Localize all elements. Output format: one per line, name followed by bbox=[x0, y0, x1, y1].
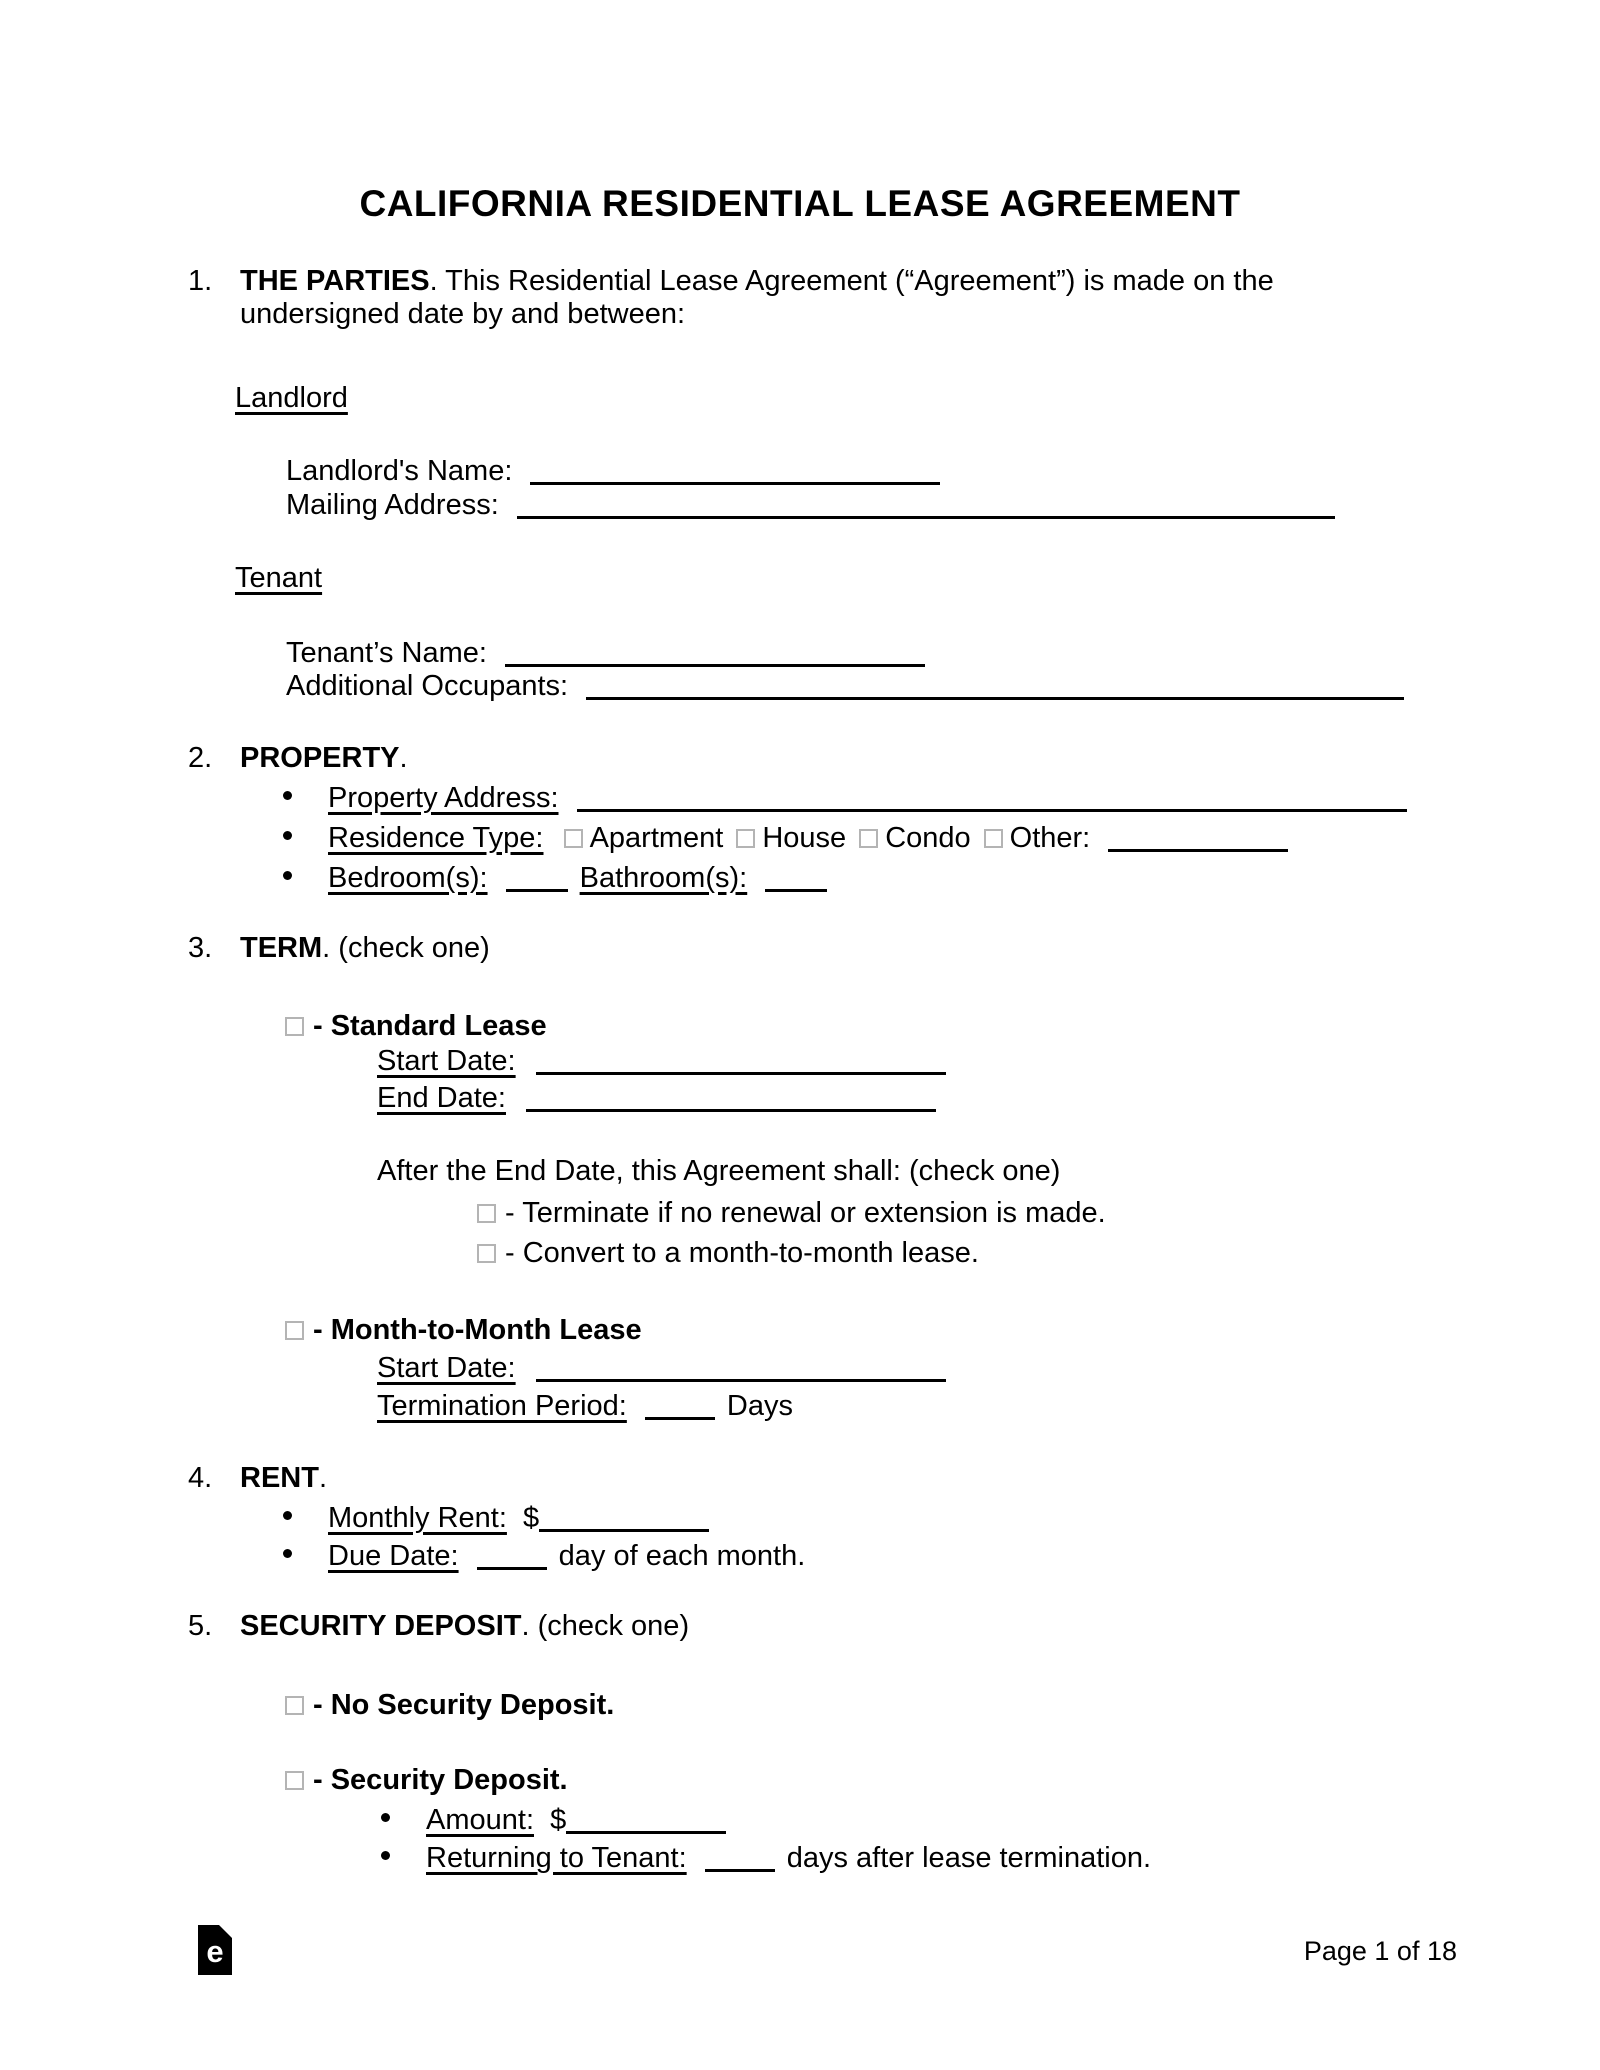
mailing-address-field[interactable] bbox=[517, 490, 1335, 519]
standard-lease-label: - Standard Lease bbox=[313, 1010, 547, 1042]
due-date-suffix: day of each month. bbox=[558, 1540, 806, 1572]
apartment-option-label: Apartment bbox=[589, 822, 724, 854]
section-4-heading-suffix: . bbox=[318, 1462, 328, 1494]
landlord-name-row bbox=[286, 455, 940, 488]
bullet-icon bbox=[283, 871, 292, 880]
section-2-heading-row bbox=[188, 742, 408, 775]
apartment-checkbox[interactable] bbox=[564, 829, 583, 848]
returning-row bbox=[381, 1842, 1151, 1875]
section-2-heading: PROPERTY bbox=[240, 742, 400, 774]
section-5-heading-row bbox=[188, 1610, 689, 1643]
section-5-heading-suffix: . (check one) bbox=[521, 1610, 690, 1642]
additional-occupants-row bbox=[286, 670, 1404, 703]
standard-start-date-row bbox=[377, 1045, 946, 1078]
section-2-number: 2. bbox=[188, 742, 213, 774]
additional-occupants-field[interactable] bbox=[586, 671, 1404, 700]
house-checkbox[interactable] bbox=[736, 829, 755, 848]
section-4-heading-row bbox=[188, 1462, 327, 1495]
bullet-icon bbox=[381, 1851, 390, 1860]
monthly-rent-row bbox=[283, 1502, 709, 1535]
termination-period-field[interactable] bbox=[645, 1391, 715, 1420]
landlord-name-field[interactable] bbox=[530, 456, 940, 485]
tenant-heading-row bbox=[235, 562, 322, 595]
eforms-logo-icon bbox=[198, 1925, 232, 1975]
section-1-number bbox=[188, 265, 212, 298]
due-date-row bbox=[283, 1540, 805, 1573]
landlord-name-label: Landlord's Name: bbox=[286, 455, 513, 487]
section-2-heading-suffix: . bbox=[399, 742, 408, 774]
due-date-field[interactable] bbox=[477, 1541, 547, 1570]
property-address-label: Property Address: bbox=[328, 782, 559, 814]
bathrooms-field[interactable] bbox=[765, 863, 827, 892]
bedrooms-label: Bedroom(s): bbox=[328, 862, 488, 894]
returning-label: Returning to Tenant: bbox=[426, 1842, 687, 1874]
mailing-address-row bbox=[286, 489, 1335, 522]
section-3-number: 3. bbox=[188, 932, 213, 964]
termination-period-suffix: Days bbox=[726, 1390, 793, 1422]
tenant-name-field[interactable] bbox=[505, 638, 925, 667]
section-1-intro-text: . This Residential Lease Agreement (“Agreement”) is made on the undersigned date by and between: bbox=[240, 265, 1274, 330]
monthly-rent-field[interactable] bbox=[539, 1503, 709, 1532]
no-security-deposit-label: - No Security Deposit. bbox=[313, 1689, 615, 1721]
mailing-address-label: Mailing Address: bbox=[286, 489, 499, 521]
condo-checkbox[interactable] bbox=[859, 829, 878, 848]
deposit-amount-label: Amount: bbox=[426, 1804, 534, 1836]
termination-period-label: Termination Period: bbox=[377, 1390, 627, 1422]
standard-end-date-row bbox=[377, 1082, 936, 1115]
bullet-icon bbox=[283, 831, 292, 840]
bedrooms-field[interactable] bbox=[506, 863, 568, 892]
section-3-heading-suffix: . (check one) bbox=[322, 932, 490, 964]
convert-option-label: - Convert to a month-to-month lease. bbox=[505, 1237, 979, 1269]
security-deposit-checkbox[interactable] bbox=[285, 1771, 304, 1790]
month-to-month-row bbox=[285, 1314, 642, 1347]
standard-end-date-field[interactable] bbox=[526, 1083, 936, 1112]
section-3-heading-row bbox=[188, 932, 490, 965]
tenant-name-row bbox=[286, 637, 925, 670]
security-deposit-row bbox=[285, 1764, 568, 1797]
landlord-heading-row bbox=[235, 382, 348, 415]
standard-end-date-label: End Date: bbox=[377, 1082, 506, 1114]
section-1-heading: THE PARTIES bbox=[240, 265, 430, 297]
additional-occupants-label: Additional Occupants: bbox=[286, 670, 569, 702]
property-address-field[interactable] bbox=[577, 783, 1407, 812]
other-checkbox[interactable] bbox=[984, 829, 1003, 848]
m2m-start-date-row bbox=[377, 1352, 946, 1385]
terminate-checkbox[interactable] bbox=[477, 1204, 496, 1223]
m2m-start-date-label: Start Date: bbox=[377, 1352, 516, 1384]
bed-bath-row bbox=[283, 862, 827, 895]
month-to-month-label: - Month-to-Month Lease bbox=[313, 1314, 642, 1346]
condo-option-label: Condo bbox=[885, 822, 971, 854]
tenant-name-label: Tenant’s Name: bbox=[286, 637, 487, 669]
standard-lease-checkbox[interactable] bbox=[285, 1017, 304, 1036]
returning-suffix: days after lease termination. bbox=[786, 1842, 1152, 1874]
convert-checkbox[interactable] bbox=[477, 1244, 496, 1263]
deposit-amount-field[interactable] bbox=[566, 1805, 726, 1834]
bullet-icon bbox=[381, 1813, 390, 1822]
after-end-date-text: After the End Date, this Agreement shall: (check one) bbox=[377, 1155, 1061, 1187]
due-date-label: Due Date: bbox=[328, 1540, 459, 1572]
convert-option-row bbox=[477, 1237, 979, 1270]
document-title: CALIFORNIA RESIDENTIAL LEASE AGREEMENT bbox=[359, 183, 1241, 224]
termination-period-row bbox=[377, 1390, 793, 1423]
after-end-date-row bbox=[377, 1155, 1060, 1188]
no-security-deposit-checkbox[interactable] bbox=[285, 1696, 304, 1715]
section-1-intro bbox=[240, 265, 1345, 331]
landlord-heading: Landlord bbox=[235, 382, 348, 414]
residence-other-field[interactable] bbox=[1108, 823, 1288, 852]
bullet-icon bbox=[283, 1549, 292, 1558]
monthly-rent-currency: $ bbox=[522, 1502, 540, 1534]
section-5-number: 5. bbox=[188, 1610, 213, 1642]
monthly-rent-label: Monthly Rent: bbox=[328, 1502, 507, 1534]
m2m-start-date-field[interactable] bbox=[536, 1353, 946, 1382]
bullet-icon bbox=[283, 1511, 292, 1520]
section-3-heading: TERM bbox=[240, 932, 323, 964]
residence-type-label: Residence Type: bbox=[328, 822, 544, 854]
standard-lease-row bbox=[285, 1010, 547, 1043]
month-to-month-checkbox[interactable] bbox=[285, 1321, 304, 1340]
tenant-heading: Tenant bbox=[235, 562, 323, 594]
section-1-number-text: 1. bbox=[188, 265, 213, 297]
property-address-row bbox=[283, 782, 1407, 815]
terminate-option-label: - Terminate if no renewal or extension is made. bbox=[505, 1197, 1106, 1229]
terminate-option-row bbox=[477, 1197, 1106, 1230]
security-deposit-label: - Security Deposit. bbox=[313, 1764, 568, 1796]
page-indicator: Page 1 of 18 bbox=[1303, 1936, 1457, 1966]
deposit-amount-row bbox=[381, 1804, 726, 1837]
standard-start-date-label: Start Date: bbox=[377, 1045, 516, 1077]
no-security-deposit-row bbox=[285, 1689, 614, 1722]
section-4-heading: RENT bbox=[240, 1462, 319, 1494]
bathrooms-label: Bathroom(s): bbox=[579, 862, 748, 894]
house-option-label: House bbox=[762, 822, 847, 854]
standard-start-date-field[interactable] bbox=[536, 1046, 946, 1075]
section-4-number: 4. bbox=[188, 1462, 213, 1494]
other-option-label: Other: bbox=[1009, 822, 1091, 854]
residence-type-row bbox=[283, 822, 1288, 855]
logo-letter: e bbox=[206, 1934, 224, 1969]
section-5-heading: SECURITY DEPOSIT bbox=[240, 1610, 522, 1642]
bullet-icon bbox=[283, 791, 292, 800]
deposit-amount-currency: $ bbox=[550, 1804, 567, 1836]
returning-days-field[interactable] bbox=[705, 1843, 775, 1872]
